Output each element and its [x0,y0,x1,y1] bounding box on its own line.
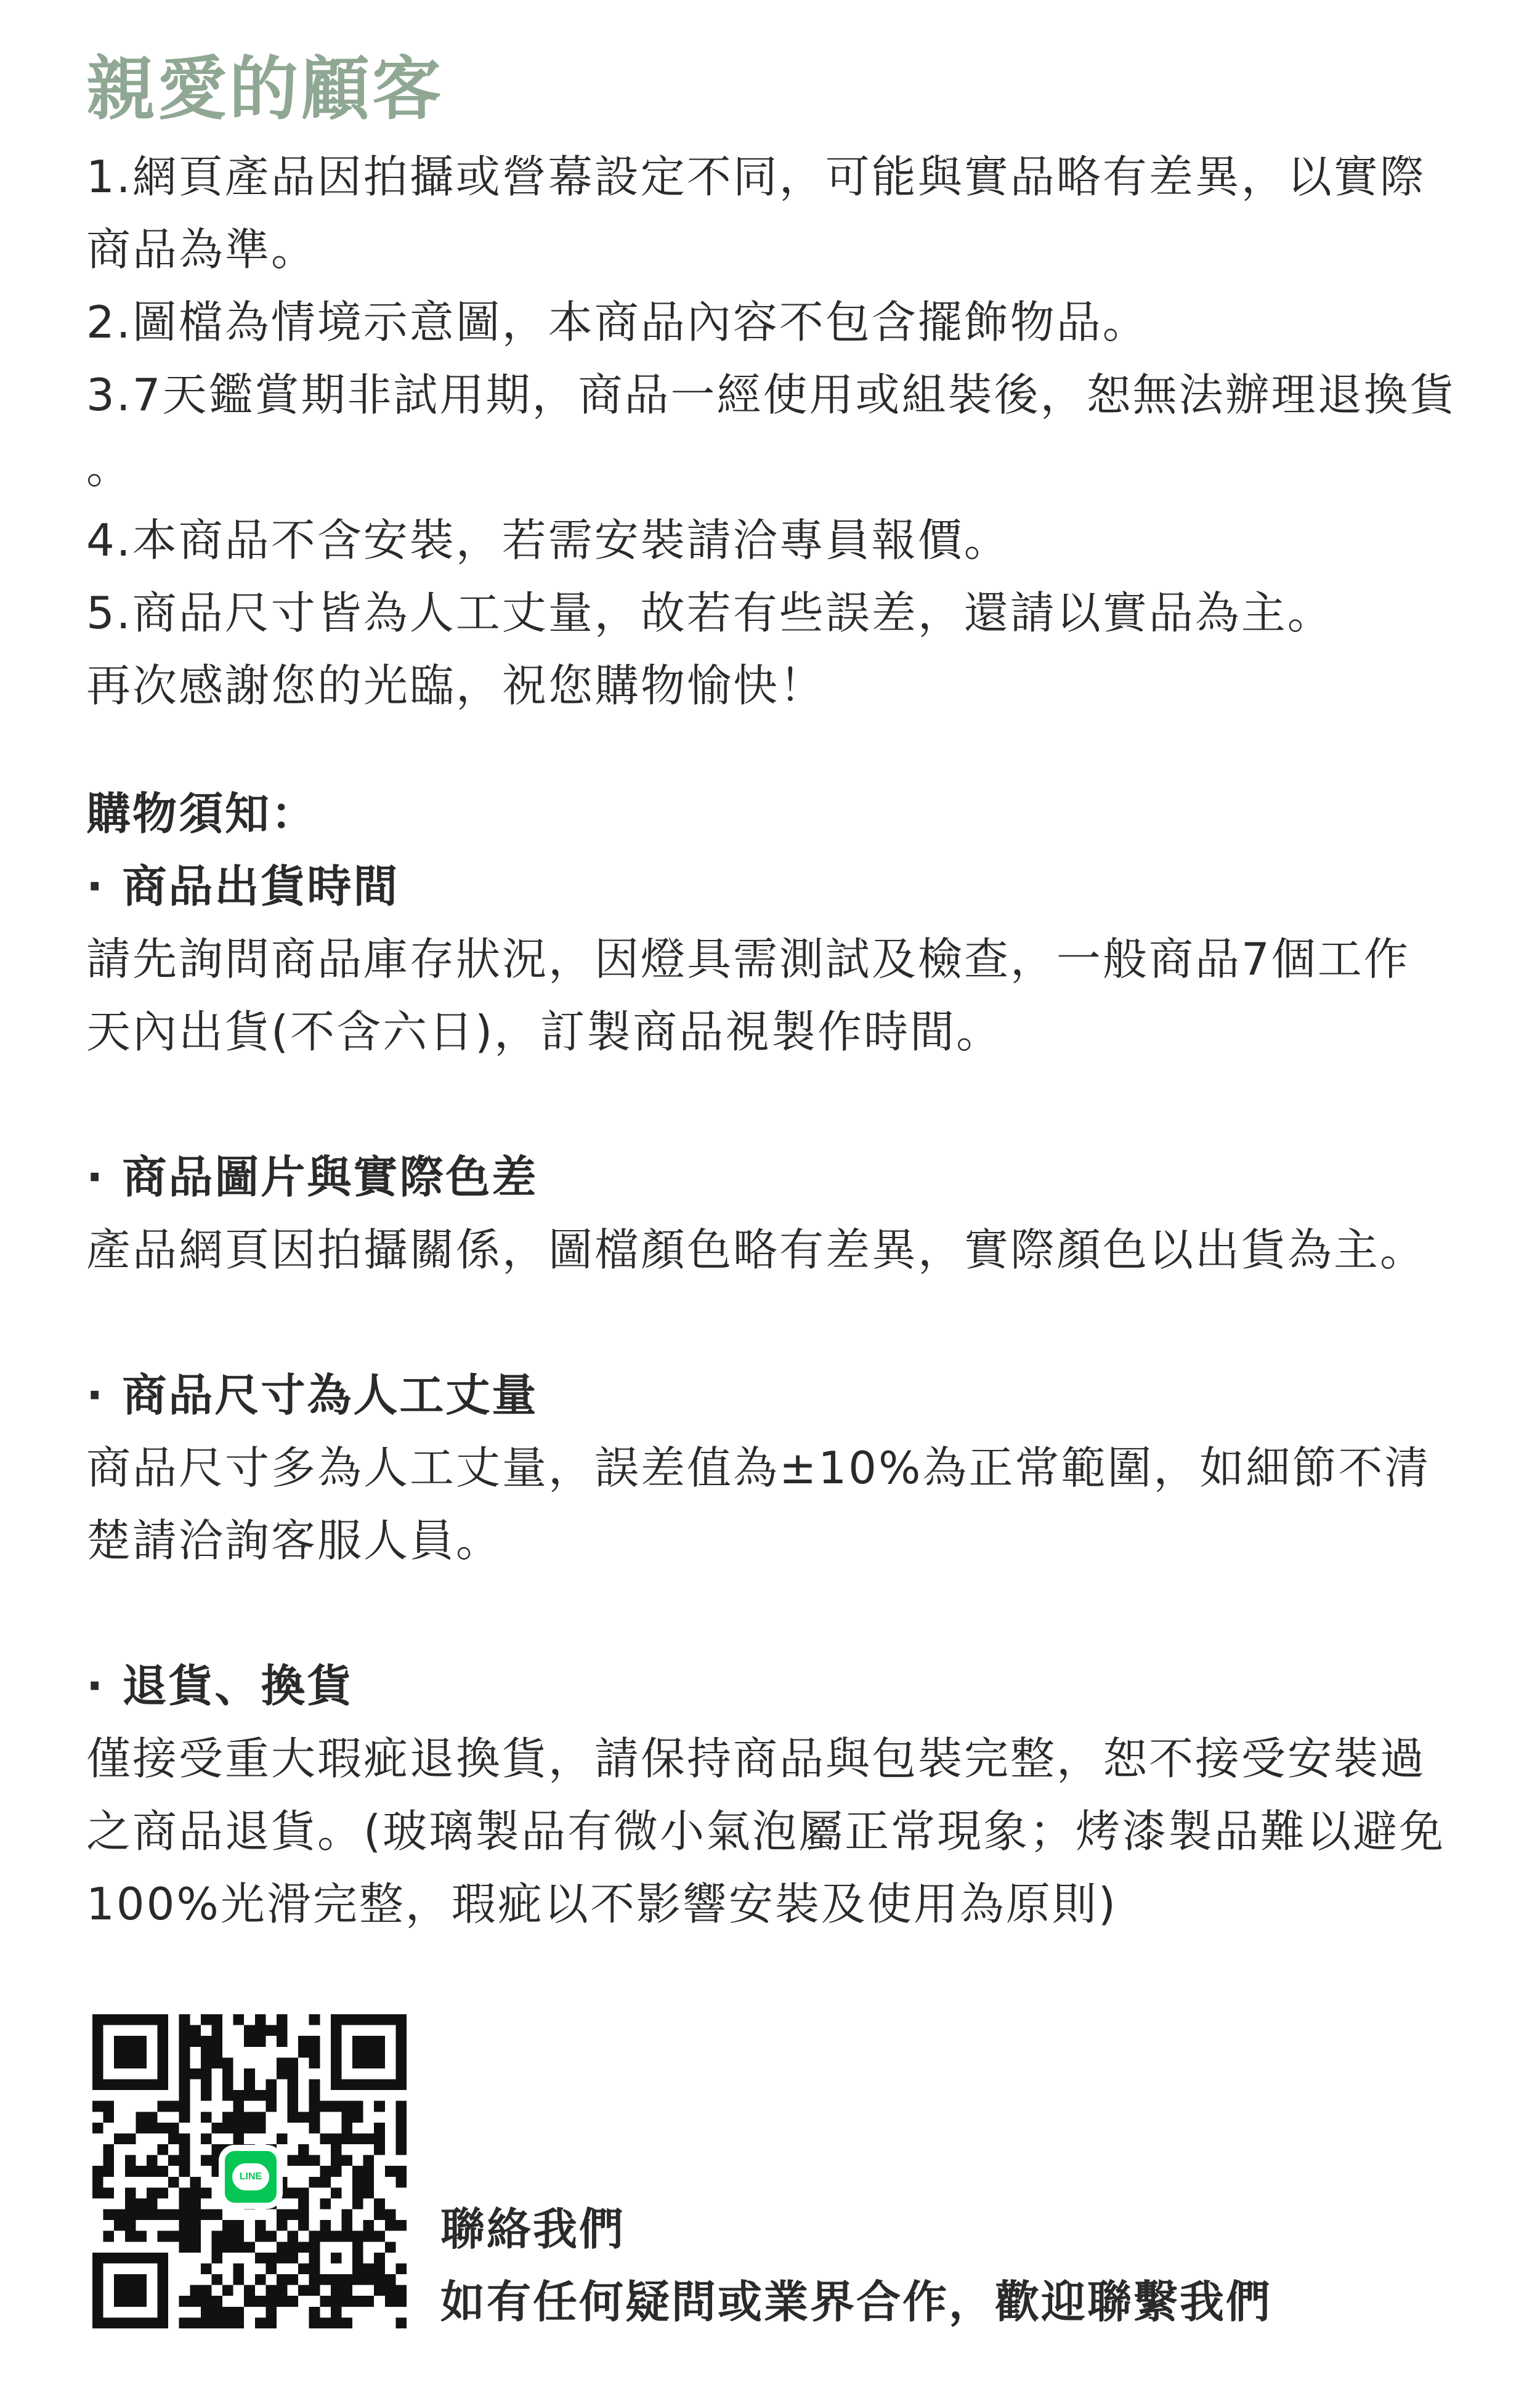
section-line: 商品尺寸多為人工丈量，誤差值為±10%為正常範圍，如細節不清 [86,1442,1431,1494]
intro-line: 1.網頁產品因拍攝或營幕設定不同，可能與實品略有差異，以實際 [86,151,1426,203]
intro-block [86,140,1466,722]
qr-code-icon[interactable] [92,2014,407,2328]
section-heading: · 商品圖片與實際色差 [86,1151,538,1203]
section-heading: · 商品出貨時間 [86,861,400,912]
notice-heading: 購物須知： [86,788,318,840]
intro-line: 4.本商品不含安裝，若需安裝請洽專員報價。 [86,514,1010,566]
section-line: 僅接受重大瑕疵退換貨，請保持商品與包裝完整，恕不接受安裝過 [86,1733,1427,1784]
section-color [86,1141,1466,1286]
section-line: 之商品退貨。(玻璃製品有微小氣泡屬正常現象；烤漆製品難以避免 [86,1805,1446,1857]
section-heading: · 商品尺寸為人工丈量 [86,1369,538,1421]
section-heading: · 退貨、換貨 [86,1660,354,1712]
line-badge-text: LINE [232,2163,269,2190]
intro-line: 商品為準。 [86,224,318,275]
section-line: 請先詢問商品庫存狀況，因燈具需測試及檢查，一般商品7個工作 [86,933,1410,985]
contact-message: 如有任何疑問或業界合作，歡迎聯繫我們 [440,2276,1273,2328]
intro-line: 再次感謝您的光臨，祝您購物愉快！ [86,660,826,711]
intro-line: 5.商品尺寸皆為人工丈量，故若有些誤差，還請以實品為主。 [86,587,1334,639]
section-size [86,1359,1466,1577]
section-line: 天內出貨(不含六日)，訂製商品視製作時間。 [86,1006,1003,1058]
section-line: 產品網頁因拍攝關係，圖檔顏色略有差異，實際顏色以出貨為主。 [86,1224,1427,1276]
line-app-icon [219,2145,283,2209]
contact-text [440,2193,1272,2338]
intro-line: 2.圖檔為情境示意圖，本商品內容不包含擺飾物品。 [86,296,1149,348]
intro-line: 。 [86,442,133,493]
contact-heading: 聯絡我們 [440,2203,626,2255]
page-title: 親愛的顧客 [86,49,444,129]
notice-page [86,43,1466,1940]
section-line: 100%光滑完整，瑕疵以不影響安裝及使用為原則) [86,1878,1117,1930]
intro-line: 3.7天鑑賞期非試用期，商品一經使用或組裝後，恕無法辦理退換貨 [86,369,1456,421]
section-shipping [86,850,1466,1068]
contact-block [86,2008,1466,2328]
section-returns [86,1650,1466,1940]
section-line: 楚請洽詢客服人員。 [86,1515,503,1566]
